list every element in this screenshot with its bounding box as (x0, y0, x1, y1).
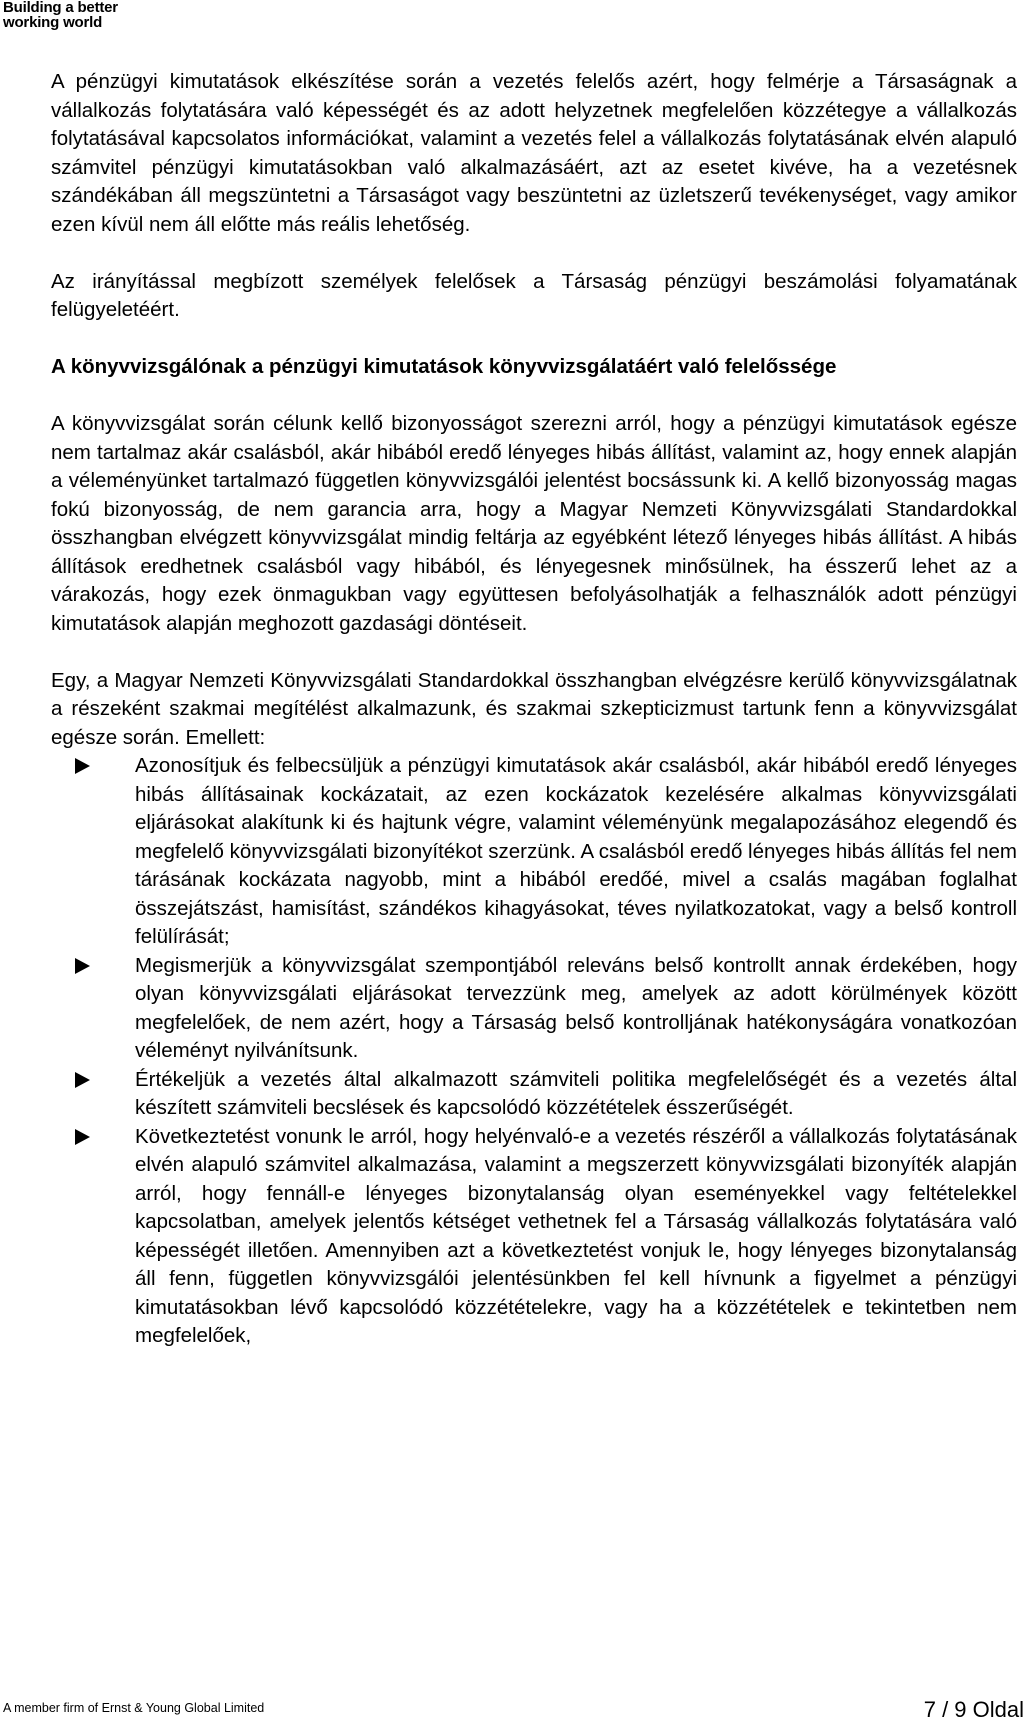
triangle-bullet-icon (75, 758, 90, 774)
list-item-text: Következtetést vonunk le arról, hogy helyénvaló-e a vezetés részéről a vállalkozás folytatásának elvén alapuló számvitel alkalmazása, valamint a megszerzett könyvvizsgálati bizonyíték alapján arról, hogy fennáll-e lényeges bizonytalanság olyan eseményekkel vagy feltételekkel kapcsolatban, amelyek jelentős kétséget vethetnek fel a Társaság vállalkozás folytatására való képességét illetően. Amennyiben azt a következtetést vonjuk le, hogy lényeges bizonytalanság áll fenn, független könyvvizsgálói jelentésünkben fel kell hívnunk a figyelmet a pénzügyi kimutatásokban lévő kapcsolódó közzétételekre, vagy ha a közzétételek e tekintetben nem megfelelőek, (135, 1124, 1017, 1347)
page-number: 7 / 9 Oldal (923, 1697, 1024, 1722)
paragraph-governance-responsibility: Az irányítással megbízott személyek felelősek a Társaság pénzügyi beszámolási folyamatának felügyeletéért. (51, 269, 1017, 321)
paragraph-audit-objective: A könyvvizsgálat során célunk kellő bizonyosságot szerezni arról, hogy a pénzügyi kimutatások egésze nem tartalmaz akár csalásból, akár hibából eredő lényeges hibás állítást, valamint az, hogy ennek alapján a véleményünket tartalmazó független könyvvizsgálói jelentést bocsássunk ki. A kellő bizonyosság magas fokú bizonyosság, de nem garancia arra, hogy a Magyar Nemzeti Könyvvizsgálati Standardokkal összhangban elvégzett könyvvizsgálat mindig feltárja az egyébként létező lényeges hibás állítást. A hibás állítások eredhetnek csalásból vagy hibából, és lényegesnek minősülnek, ha ésszerű lehet az a várakozás, hogy ezek önmagukban vagy együttesen befolyásolhatják a felhasználók adott pénzügyi kimutatások alapján meghozott gazdasági döntéseit. (51, 412, 1017, 635)
brand-tagline (3, 0, 118, 30)
section-heading: A könyvvizsgálónak a pénzügyi kimutatások könyvvizsgálatáért való felelőssége (51, 355, 837, 378)
list-item (51, 752, 1017, 952)
paragraph-management-responsibility: A pénzügyi kimutatások elkészítése során a vezetés felelős azért, hogy felmérje a Társaságnak a vállalkozás folytatására való képességét és az adott helyzetnek megfelelően közzétegye a vállalkozás folytatásával kapcsolatos információkat, valamint a vezetés felel a vállalkozás folytatásának elvén alapuló számvitel pénzügyi kimutatásokban való alkalmazásáért, azt az esetet kivéve, ha a vezetésnek szándékában áll megszüntetni a Társaságot vagy beszüntetni az üzletszerű tevékenységet, vagy amikor ezen kívül nem áll előtte más reális lehetőség. (51, 70, 1017, 236)
brand-tagline-line2: working world (3, 14, 103, 31)
triangle-bullet-icon (75, 1129, 90, 1145)
document-body (51, 68, 1017, 1351)
footer-member-text: A member firm of Ernst & Young Global Limited (3, 1701, 265, 1715)
paragraph-audit-approach: Egy, a Magyar Nemzeti Könyvvizsgálati Standardokkal összhangban elvégzésre kerülő könyvvizsgálatnak a részeként szakmai megítélést alkalmazunk, és szakmai szkepticizmust tartunk fenn a könyvvizsgálat egésze során. Emellett: (51, 668, 1017, 749)
brand-tagline-line1: Building a better (3, 0, 118, 16)
list-item (51, 1066, 1017, 1123)
triangle-bullet-icon (75, 958, 90, 974)
audit-procedures-list (51, 752, 1017, 1351)
list-item-text: Értékeljük a vezetés által alkalmazott számviteli politika megfelelőségét és a vezetés által készített számviteli becslések és kapcsolódó közzétételek ésszerűségét. (135, 1067, 1017, 1119)
list-item-text: Megismerjük a könyvvizsgálat szempontjából releváns belső kontrollt annak érdekében, hogy olyan könyvvizsgálati eljárásokat tervezzünk meg, amelyek az adott körülmények között megfelelőek, de nem azért, hogy a Társaság belső kontrolljának hatékonyságára vonatkozóan véleményt nyilvánítsunk. (135, 953, 1017, 1062)
list-item-text: Azonosítjuk és felbecsüljük a pénzügyi kimutatások akár csalásból, akár hibából eredő lényeges hibás állításainak kockázatait, az ezen kockázatok kezelésére alkalmas könyvvizsgálati eljárásokat alakítunk ki és hajtunk végre, valamint véleményünk megalapozásához elegendő és megfelelő könyvvizsgálati bizonyítékot szerzünk. A csalásból eredő lényeges hibás állítás fel nem tárásának kockázata nagyobb, mint a hibából eredőé, mivel a csalás magában foglalhat összejátszást, hamisítást, szándékos kihagyásokat, téves nyilatkozatokat, vagy a belső kontroll felülírását; (135, 754, 1017, 948)
list-item (51, 1123, 1017, 1351)
list-item (51, 952, 1017, 1066)
triangle-bullet-icon (75, 1072, 90, 1088)
